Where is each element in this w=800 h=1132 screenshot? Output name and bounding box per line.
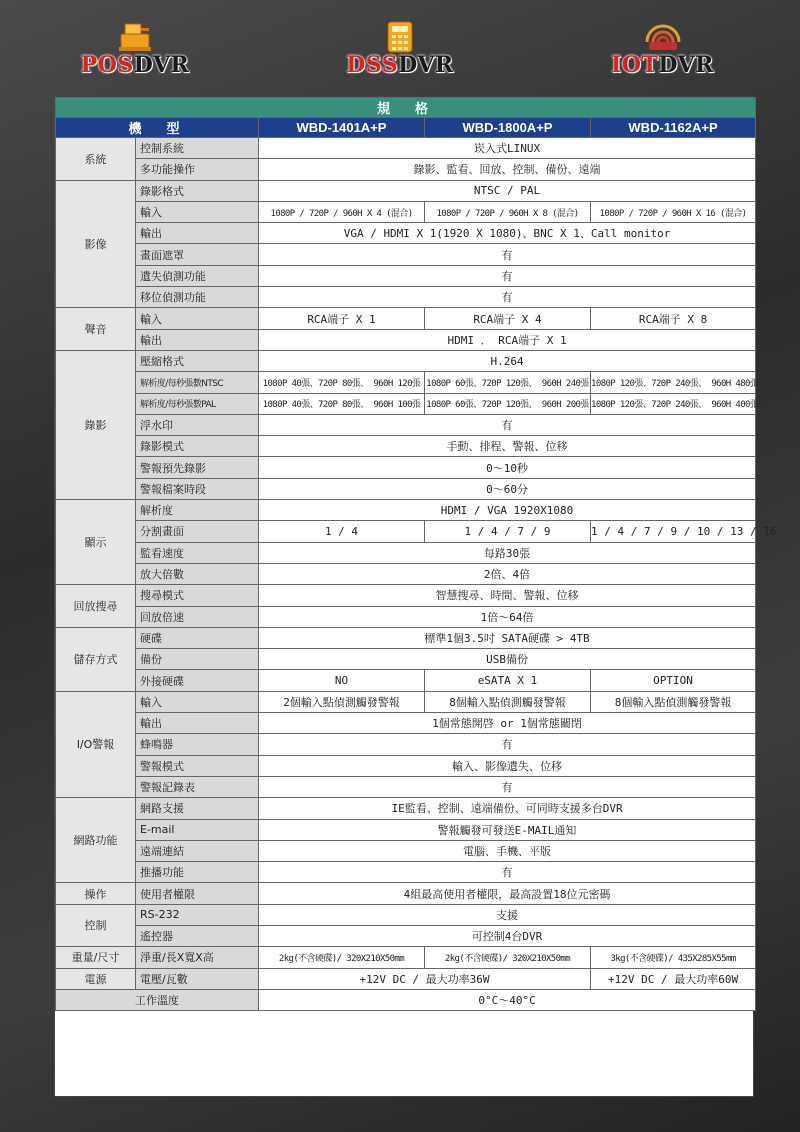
model-1: WBD-1401A+P — [259, 118, 425, 138]
table-row — [56, 819, 756, 840]
table-row — [56, 457, 756, 478]
table-row — [56, 287, 756, 308]
model-2: WBD-1800A+P — [425, 118, 591, 138]
logo-suffix: DVR — [398, 52, 454, 78]
spec-value: 有 — [259, 776, 756, 797]
spec-value: 有 — [259, 862, 756, 883]
spec-value-3: RCA端子 X 8 — [591, 308, 756, 329]
item-label: 警報檔案時段 — [136, 478, 259, 499]
category-playback: 回放搜尋 — [56, 585, 136, 628]
spec-value-3: 8個輸入點偵測觸發警報 — [591, 691, 756, 712]
spec-value-2: eSATA X 1 — [425, 670, 591, 691]
item-label: 移位偵測功能 — [136, 287, 259, 308]
spec-value-2: 1080P 60張、720P 120張、 960H 240張 — [425, 372, 591, 393]
table-row — [56, 755, 756, 776]
spec-sheet — [54, 96, 777, 1097]
item-label: 輸入 — [136, 691, 259, 712]
table-row — [56, 500, 756, 521]
item-label: 輸入 — [136, 308, 259, 329]
spec-value-1: 2個輸入點偵測觸發警報 — [259, 691, 425, 712]
spec-value-2: 1080P / 720P / 960H X 8 (混合) — [425, 201, 591, 222]
table-row — [56, 478, 756, 499]
table-row — [56, 627, 756, 648]
item-label: 遠端連結 — [136, 840, 259, 861]
spec-value: 有 — [259, 414, 756, 435]
logo-prefix: DSS — [346, 52, 399, 78]
spec-value: 有 — [259, 265, 756, 286]
spec-value: 0～10秒 — [259, 457, 756, 478]
item-label: 淨重/長X寬X高 — [136, 947, 259, 968]
item-label: 控制系統 — [136, 138, 259, 159]
item-label: 搜尋模式 — [136, 585, 259, 606]
table-row — [56, 989, 756, 1010]
logo-suffix: DVR — [133, 52, 190, 78]
model-header-row — [56, 118, 756, 138]
item-label: 解析度/每秒張數NTSC — [136, 372, 259, 393]
spec-value-1: 1080P 40張、720P 80張、 960H 120張 — [259, 372, 425, 393]
item-label: 蜂鳴器 — [136, 734, 259, 755]
item-label: 備份 — [136, 649, 259, 670]
logo-bar — [0, 0, 800, 96]
item-label: 輸出 — [136, 223, 259, 244]
logo-suffix: DVR — [658, 52, 714, 78]
item-label: 錄影格式 — [136, 180, 259, 201]
spec-value-3: 3kg(不含硬碟)/ 435X285X55mm — [591, 947, 756, 968]
spec-value: 崁入式LINUX — [259, 138, 756, 159]
spec-value: 支援 — [259, 904, 756, 925]
item-label: 輸入 — [136, 201, 259, 222]
item-label: 解析度/每秒張數PAL — [136, 393, 259, 414]
table-row — [56, 244, 756, 265]
item-label: 工作溫度 — [56, 989, 259, 1010]
table-row — [56, 691, 756, 712]
spec-value: H.264 — [259, 350, 756, 371]
item-label: 壓縮格式 — [136, 350, 259, 371]
table-row — [56, 670, 756, 691]
spec-value: 可控制4台DVR — [259, 925, 756, 946]
logo-prefix: POS — [80, 52, 134, 78]
item-label: 遺失偵測功能 — [136, 265, 259, 286]
spec-value-1: 1 / 4 — [259, 521, 425, 542]
table-row — [56, 862, 756, 883]
logo-prefix: IOT — [611, 52, 659, 78]
table-row — [56, 372, 756, 393]
spec-value-2: 1080P 60張、720P 120張、 960H 200張 — [425, 393, 591, 414]
table-row — [56, 180, 756, 201]
cash-register-icon — [115, 20, 155, 54]
spec-value: VGA / HDMI X 1(1920 X 1080)、BNC X 1、Call monitor — [259, 223, 756, 244]
spec-value: 手動、排程、警報、位移 — [259, 436, 756, 457]
spec-value-2: 8個輸入點偵測觸發警報 — [425, 691, 591, 712]
table-row — [56, 649, 756, 670]
spec-value-1: RCA端子 X 1 — [259, 308, 425, 329]
item-label: E-mail — [136, 819, 259, 840]
spec-value: 每路30張 — [259, 542, 756, 563]
spec-value: 有 — [259, 287, 756, 308]
item-label: 網路支援 — [136, 798, 259, 819]
wifi-router-icon — [643, 20, 683, 54]
category-audio: 聲音 — [56, 308, 136, 351]
item-label: 多功能操作 — [136, 159, 259, 180]
table-row — [56, 308, 756, 329]
table-row — [56, 201, 756, 222]
table-row — [56, 883, 756, 904]
model-label: 機 型 — [56, 118, 259, 138]
table-row — [56, 265, 756, 286]
item-label: 電壓/瓦數 — [136, 968, 259, 989]
spec-value: NTSC / PAL — [259, 180, 756, 201]
category-system: 系統 — [56, 138, 136, 181]
item-label: 浮水印 — [136, 414, 259, 435]
spec-value: 錄影、監看、回放、控制、備份、遠端 — [259, 159, 756, 180]
table-row — [56, 585, 756, 606]
table-row — [56, 734, 756, 755]
table-row — [56, 414, 756, 435]
spec-value: HDMI ． RCA端子 X 1 — [259, 329, 756, 350]
spec-value: 4組最高使用者權限，最高設置18位元密碼 — [259, 883, 756, 904]
category-recording: 錄影 — [56, 350, 136, 499]
item-label: 遙控器 — [136, 925, 259, 946]
category-storage: 儲存方式 — [56, 627, 136, 691]
spec-value: 警報觸發可發送E-MAIL通知 — [259, 819, 756, 840]
spec-value-1: 1080P 40張、720P 80張、 960H 100張 — [259, 393, 425, 414]
spec-value-1: NO — [259, 670, 425, 691]
spec-value: 0～60分 — [259, 478, 756, 499]
category-video: 影像 — [56, 180, 136, 308]
item-label: 分割畫面 — [136, 521, 259, 542]
item-label: 外接硬碟 — [136, 670, 259, 691]
item-label: 警報記錄表 — [136, 776, 259, 797]
model-3: WBD-1162A+P — [591, 118, 756, 138]
spec-header-row — [56, 98, 756, 118]
spec-value-3: OPTION — [591, 670, 756, 691]
spec-value-1-2: +12V DC / 最大功率36W — [259, 968, 591, 989]
table-row — [56, 713, 756, 734]
table-row — [56, 904, 756, 925]
item-label: 警報預先錄影 — [136, 457, 259, 478]
category-weight-size: 重量/尺寸 — [56, 947, 136, 968]
category-display: 顯示 — [56, 500, 136, 585]
table-row — [56, 521, 756, 542]
item-label: RS-232 — [136, 904, 259, 925]
item-label: 輸出 — [136, 713, 259, 734]
table-row — [56, 138, 756, 159]
item-label: 解析度 — [136, 500, 259, 521]
spec-value-3: 1 / 4 / 7 / 9 / 10 / 13 / 16 — [591, 521, 756, 542]
table-row — [56, 947, 756, 968]
item-label: 輸出 — [136, 329, 259, 350]
spec-value-2: 2kg(不含硬碟)/ 320X210X50mm — [425, 947, 591, 968]
spec-value: 電腦、手機、平版 — [259, 840, 756, 861]
spec-value: USB備份 — [259, 649, 756, 670]
item-label: 硬碟 — [136, 627, 259, 648]
table-row — [56, 563, 756, 584]
table-row — [56, 606, 756, 627]
spec-value-1: 2kg(不含硬碟)/ 320X210X50mm — [259, 947, 425, 968]
spec-value-3: 1080P / 720P / 960H X 16 (混合) — [591, 201, 756, 222]
spec-value: 1倍～64倍 — [259, 606, 756, 627]
table-row — [56, 223, 756, 244]
table-row — [56, 840, 756, 861]
spec-value-2: 1 / 4 / 7 / 9 — [425, 521, 591, 542]
spec-value: 0°C～40°C — [259, 989, 756, 1010]
table-row — [56, 436, 756, 457]
item-label: 回放倍速 — [136, 606, 259, 627]
category-io-alarm: I/O警報 — [56, 691, 136, 797]
category-power: 電源 — [56, 968, 136, 989]
item-label: 推播功能 — [136, 862, 259, 883]
table-row — [56, 776, 756, 797]
spec-value: 智慧搜尋、時間、警報、位移 — [259, 585, 756, 606]
spec-value: 2倍、4倍 — [259, 563, 756, 584]
item-label: 使用者權限 — [136, 883, 259, 904]
table-row — [56, 968, 756, 989]
item-label: 畫面遮罩 — [136, 244, 259, 265]
iot-dvr-logo — [605, 20, 720, 80]
spec-value: 1個常態開啓 or 1個常態關閉 — [259, 713, 756, 734]
dss-dvr-logo — [345, 20, 455, 80]
pos-dvr-logo — [80, 20, 190, 80]
spec-value: 標準1個3.5吋 SATA硬碟 > 4TB — [259, 627, 756, 648]
spec-value: 輸入、影像遺失、位移 — [259, 755, 756, 776]
table-row — [56, 350, 756, 371]
table-row — [56, 393, 756, 414]
category-operation: 操作 — [56, 883, 136, 904]
spec-value: 有 — [259, 734, 756, 755]
spec-value: HDMI / VGA 1920X1080 — [259, 500, 756, 521]
table-row — [56, 925, 756, 946]
item-label: 警報模式 — [136, 755, 259, 776]
table-row — [56, 329, 756, 350]
spec-value: IE監看、控制、遠端備份、可同時支援多台DVR — [259, 798, 756, 819]
category-control: 控制 — [56, 904, 136, 947]
category-network: 網路功能 — [56, 798, 136, 883]
calculator-icon — [380, 20, 420, 54]
item-label: 監看速度 — [136, 542, 259, 563]
table-row — [56, 542, 756, 563]
spec-value-2: RCA端子 X 4 — [425, 308, 591, 329]
item-label: 錄影模式 — [136, 436, 259, 457]
item-label: 放大倍數 — [136, 563, 259, 584]
spec-value-3: 1080P 120張、720P 240張、 960H 480張 — [591, 372, 756, 393]
spec-title: 規 格 — [56, 98, 756, 118]
spec-value-1: 1080P / 720P / 960H X 4 (混合) — [259, 201, 425, 222]
spec-value-3: 1080P 120張、720P 240張、 960H 400張 — [591, 393, 756, 414]
table-row — [56, 798, 756, 819]
table-row — [56, 159, 756, 180]
spec-table — [55, 97, 777, 1011]
spec-value: 有 — [259, 244, 756, 265]
spec-value-3: +12V DC / 最大功率60W — [591, 968, 756, 989]
